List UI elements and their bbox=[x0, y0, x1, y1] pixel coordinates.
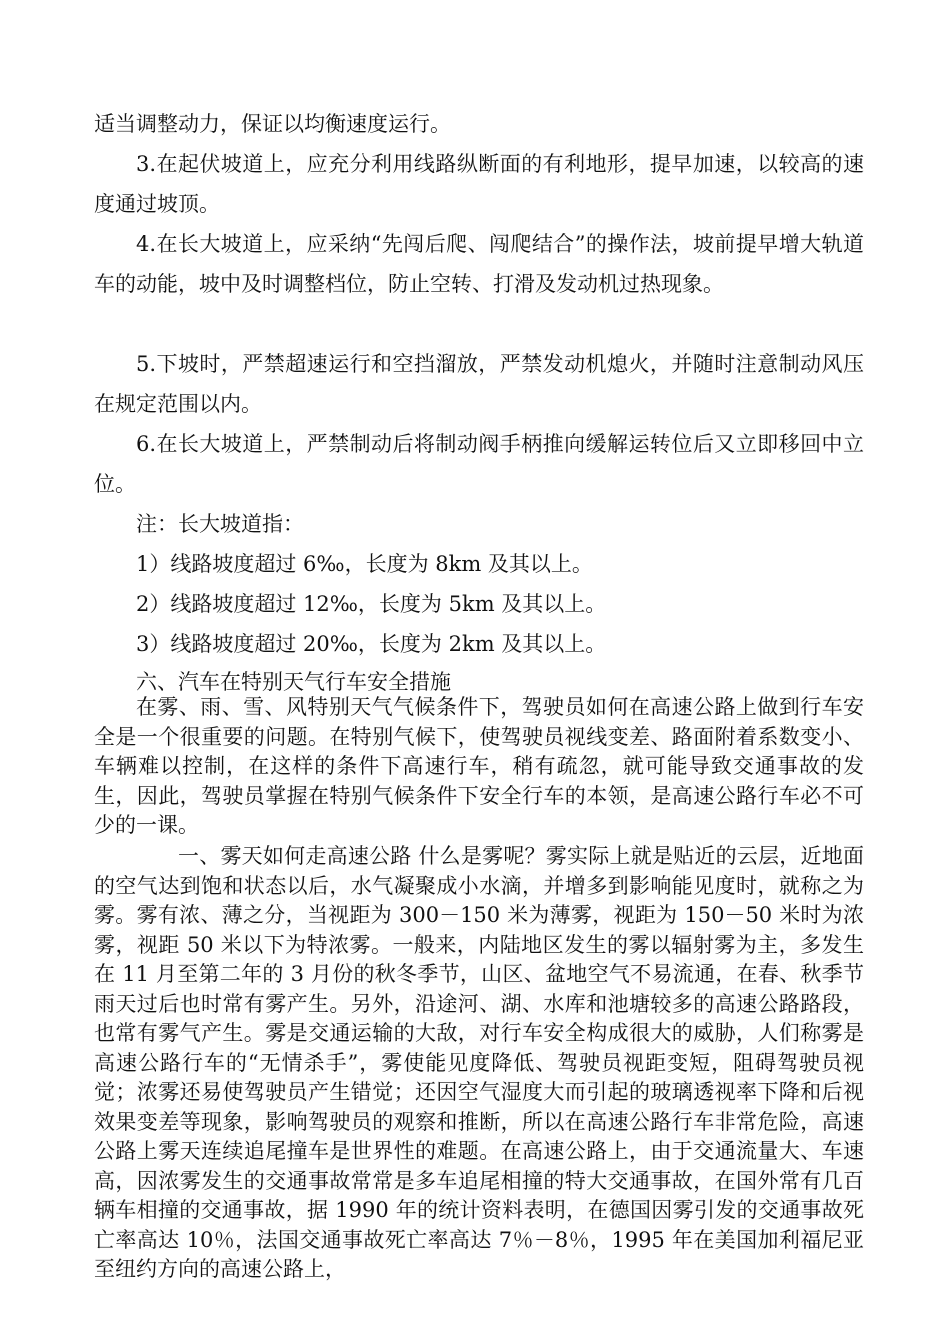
paragraph-item-3: 3.在起伏坡道上，应充分利用线路纵断面的有利地形，提早加速，以较高的速度通过坡顶。 bbox=[94, 152, 864, 216]
section-intro-paragraph: 在雾、雨、雪、风特别天气气候条件下，驾驶员如何在高速公路上做到行车安全是一个很重要的问题。在特别气候下，使驾驶员视线变差、路面附着系数变小、车辆难以控制，在这样的条件下高速行车，稍有疏忽，就可能导致交通事故的发生，因此，驾驶员掌握在特别气候条件下安全行车的本领，是高速公路行车必不可少的一课。 bbox=[94, 695, 864, 837]
paragraph-item-4: 4.在长大坡道上，应采纳“先闯后爬、闯爬结合”的操作法，坡前提早增大轨道车的动能，坡中及时调整档位，防止空转、打滑及发动机过热现象。 bbox=[94, 232, 864, 296]
fog-paragraph: 一、雾天如何走高速公路 什么是雾呢？雾实际上就是贴近的云层，近地面的空气达到饱和状态以后，水气凝聚成小水滴，并增多到影响能见度时，就称之为雾。雾有浓、薄之分，当视距为 300－150 米为薄雾，视距为 150－50 米时为浓雾，视距 50 米以下为特浓雾。一般来，内陆地区发生的雾以辐射雾为主，多发生在 11 月至第二年的 3 月份的秋冬季节，山区、盆地空气不易流通，在春、秋季节雨天过后也时常有雾产生。另外，沿途河、湖、水库和池塘较多的高速公路路段，也常有雾气产生。雾是交通运输的大敌，对行车安全构成很大的威胁，人们称雾是高速公路行车的“无情杀手”，雾使能见度降低、驾驶员视距变短，阻碍驾驶员视觉；浓雾还易使驾驶员产生错觉；还因空气湿度大而引起的玻璃透视率下降和后视效果变差等现象，影响驾驶员的观察和推断，所以在高速公路行车非常危险，高速公路上雾天连续追尾撞车是世界性的难题。在高速公路上，由于交通流量大、车速高，因浓雾发生的交通事故常常是多车追尾相撞的特大交通事故，在国外常有几百辆车相撞的交通事故，据 1990 年的统计资料表明，在德国因雾引发的交通事故死亡率高达 10％，法国交通事故死亡率高达 7％－8％，1995 年在美国加利福尼亚至纽约方向的高速公路上， bbox=[94, 844, 864, 1281]
note-item-3: 3）线路坡度超过 20‰，长度为 2km 及其以上。 bbox=[136, 632, 607, 656]
note-item-2: 2）线路坡度超过 12‰，长度为 5km 及其以上。 bbox=[136, 592, 607, 616]
section-heading: 六、汽车在特别天气行车安全措施 bbox=[136, 670, 451, 694]
note-item-1: 1）线路坡度超过 6‰，长度为 8km 及其以上。 bbox=[136, 552, 593, 576]
paragraph-item-6: 6.在长大坡道上，严禁制动后将制动阀手柄推向缓解运转位后又立即移回中立位。 bbox=[94, 432, 864, 496]
paragraph-item-5: 5.下坡时，严禁超速运行和空挡溜放，严禁发动机熄火，并随时注意制动风压在规定范围以内。 bbox=[94, 352, 864, 416]
paragraph-continuation: 适当调整动力，保证以均衡速度运行。 bbox=[94, 112, 451, 136]
note-heading: 注：长大坡道指： bbox=[136, 512, 304, 536]
